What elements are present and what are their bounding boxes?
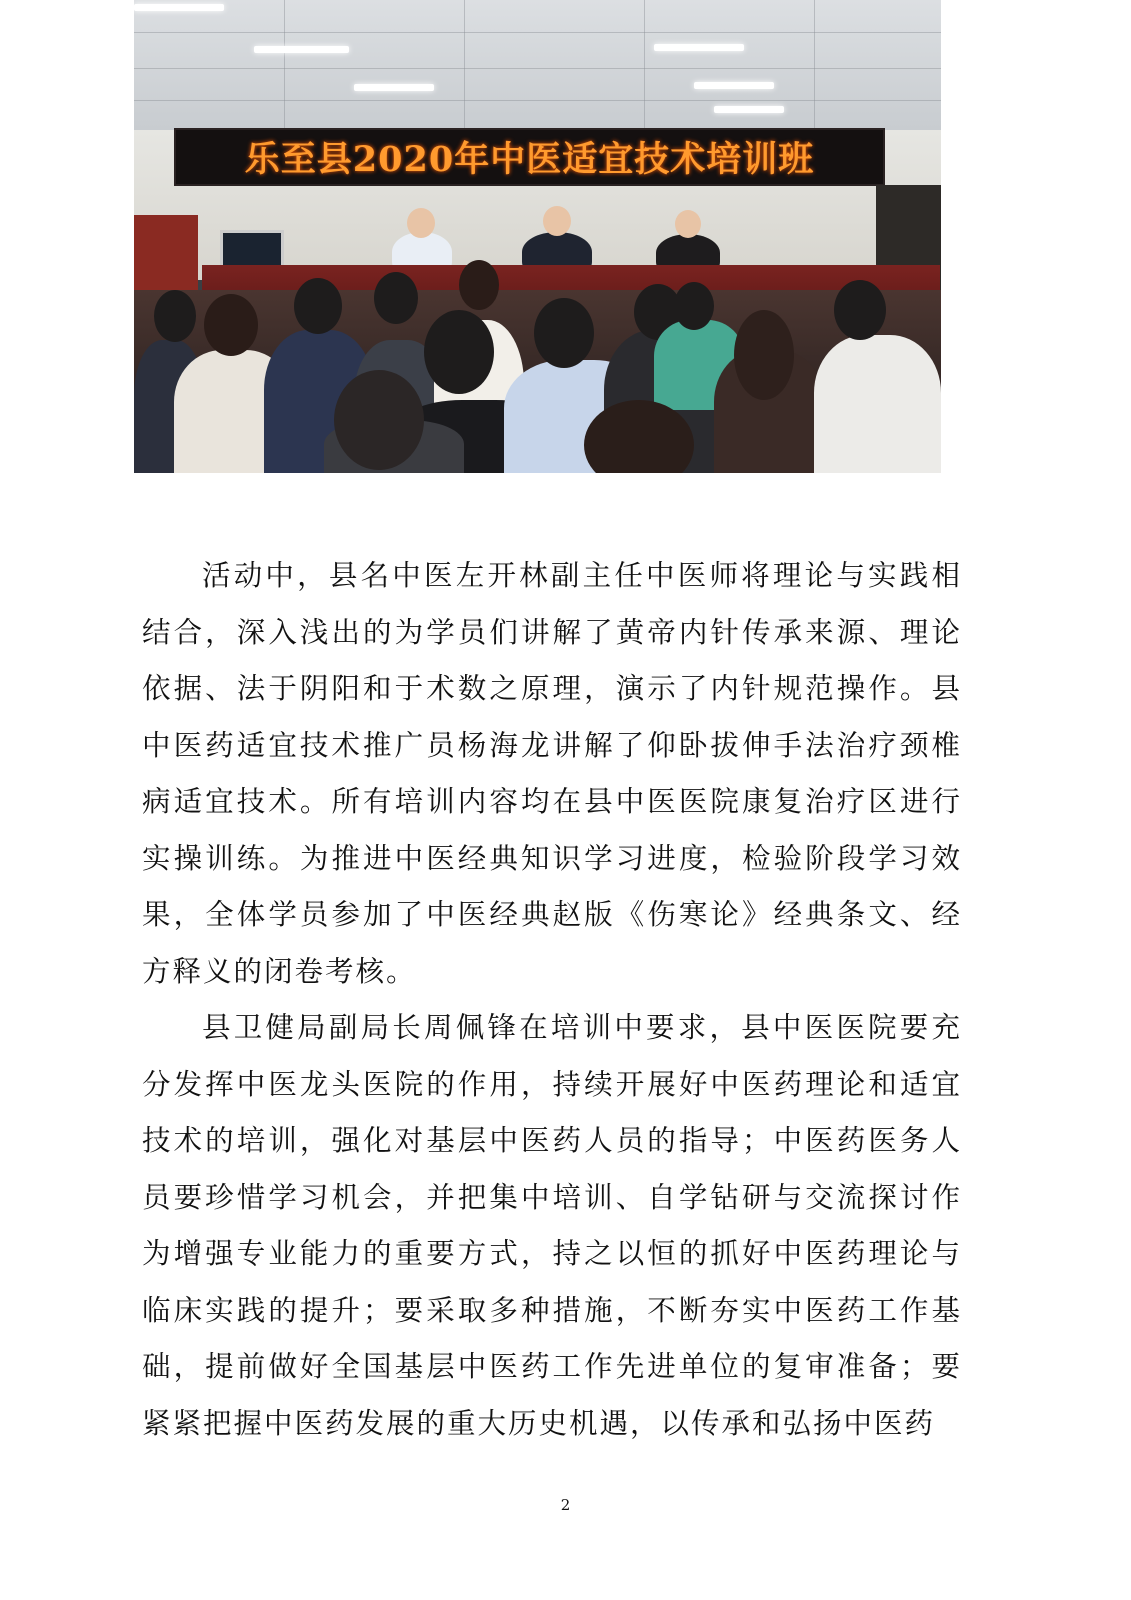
audience [134,290,941,473]
speaker-head [407,208,435,238]
banner-text: 乐至县2020年中医适宜技术培训班 [244,139,815,180]
speaker-head [543,206,571,236]
speaker-head [675,210,701,238]
ceiling [134,0,941,130]
banner [174,128,885,186]
training-photo [134,0,941,473]
page-number: 2 [560,1496,571,1514]
article-body [142,548,962,1452]
paragraph: 县卫健局副局长周佩锋在培训中要求，县中医医院要充分发挥中医龙头医院的作用，持续开展好中医药理论和适宜技术的培训，强化对基层中医药人员的指导；中医药医务人员要珍惜学习机会，并把集中培训、自学钻研与交流探讨作为增强专业能力的重要方式，持之以恒的抓好中医药理论与临床实践的提升；要采取多种措施，不断夯实中医药工作基础，提前做好全国基层中医药工作先进单位的复审准备；要紧紧把握中医药发展的重大历史机遇，以传承和弘扬中医药 [142,1011,962,1440]
paragraph: 活动中，县名中医左开林副主任中医师将理论与实践相结合，深入浅出的为学员们讲解了黄帝内针传承来源、理论依据、法于阴阳和于术数之原理，演示了内针规范操作。县中医药适宜技术推广员杨海龙讲解了仰卧拔伸手法治疗颈椎病适宜技术。所有培训内容均在县中医医院康复治疗区进行实操训练。为推进中医经典知识学习进度，检验阶段学习效果，全体学员参加了中医经典赵版《伤寒论》经典条文、经方释义的闭卷考核。 [142,559,962,988]
